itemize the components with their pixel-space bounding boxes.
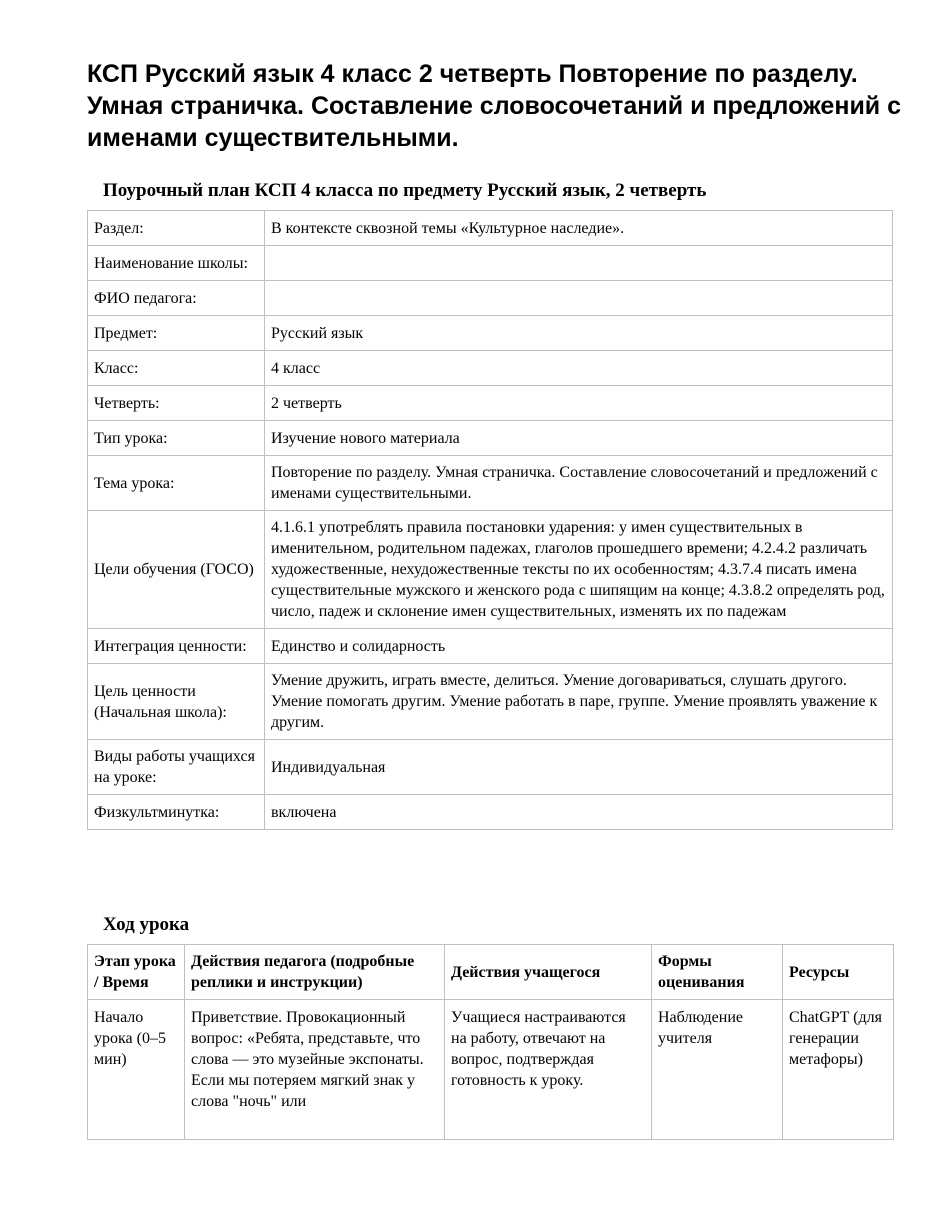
info-label: Виды работы учащихся на уроке: <box>88 740 265 795</box>
info-label: Физкультминутка: <box>88 795 265 830</box>
info-label: Наименование школы: <box>88 246 265 281</box>
flow-stage-cell: Начало урока (0–5 мин) <box>88 1000 185 1140</box>
info-value <box>265 281 893 316</box>
info-row <box>88 664 893 740</box>
info-row <box>88 211 893 246</box>
flow-header-resources: Ресурсы <box>783 945 894 1000</box>
info-value <box>265 246 893 281</box>
info-row <box>88 316 893 351</box>
info-label: ФИО педагога: <box>88 281 265 316</box>
lesson-flow-table-container <box>87 944 894 1162</box>
info-row <box>88 386 893 421</box>
info-label: Тип урока: <box>88 421 265 456</box>
lesson-flow-table <box>87 944 894 1140</box>
info-value: 4 класс <box>265 351 893 386</box>
info-label: Цель ценности (Начальная школа): <box>88 664 265 740</box>
info-value: 4.1.6.1 употреблять правила постановки ударения: у имен существительных в именительном, родительном падежах, глаголов прошедшего времени; 4.2.4.2 различать художественные, нехудожественные тексты по их особенностям; 4.3.7.4 писать имена существительные мужского и женского рода с шипящим на конце; 4.3.8.2 определять род, число, падеж и склонение имен существительных, изменять их по падежам <box>265 511 893 629</box>
info-value: Единство и солидарность <box>265 629 893 664</box>
flow-teacher-cell: Приветствие. Провокационный вопрос: «Ребята, представьте, что слова — это музейные экспонаты. Если мы потеряем мягкий знак у слова "ночь" или <box>185 1000 445 1140</box>
info-value: В контексте сквозной темы «Культурное наследие». <box>265 211 893 246</box>
info-row <box>88 421 893 456</box>
info-label: Класс: <box>88 351 265 386</box>
flow-header-student: Действия учащегося <box>445 945 652 1000</box>
document-title: КСП Русский язык 4 класс 2 четверть Повторение по разделу. Умная страничка. Составление словосочетаний и предложений с именами существительными. <box>87 60 902 152</box>
lesson-info-table <box>87 210 893 830</box>
flow-student-cell: Учащиеся настраиваются на работу, отвечают на вопрос, подтверждая готовность к уроку. <box>445 1000 652 1140</box>
info-row <box>88 246 893 281</box>
info-value: Умение дружить, играть вместе, делиться. Умение договариваться, слушать другого. Умение помогать другим. Умение работать в паре, группе. Умение проявлять уважение к другим. <box>265 664 893 740</box>
info-label: Тема урока: <box>88 456 265 511</box>
flow-row <box>88 1000 894 1140</box>
info-row <box>88 795 893 830</box>
info-value: 2 четверть <box>265 386 893 421</box>
flow-header-stage: Этап урока / Время <box>88 945 185 1000</box>
info-row <box>88 351 893 386</box>
info-value: Повторение по разделу. Умная страничка. Составление словосочетаний и предложений с именами существительными. <box>265 456 893 511</box>
flow-header-teacher: Действия педагога (подробные реплики и инструкции) <box>185 945 445 1000</box>
info-row <box>88 456 893 511</box>
info-row <box>88 511 893 629</box>
info-label: Интеграция ценности: <box>88 629 265 664</box>
info-row <box>88 740 893 795</box>
flow-assessment-cell: Наблюдение учителя <box>652 1000 783 1140</box>
info-label: Раздел: <box>88 211 265 246</box>
info-value: Русский язык <box>265 316 893 351</box>
info-value: включена <box>265 795 893 830</box>
plan-heading: Поурочный план КСП 4 класса по предмету Русский язык, 2 четверть <box>103 180 707 201</box>
info-label: Цели обучения (ГОСО) <box>88 511 265 629</box>
info-row <box>88 281 893 316</box>
flow-header-assessment: Формы оценивания <box>652 945 783 1000</box>
flow-resources-cell: ChatGPT (для генерации метафоры) <box>783 1000 894 1140</box>
info-label: Предмет: <box>88 316 265 351</box>
lesson-flow-heading: Ход урока <box>103 914 190 935</box>
info-label: Четверть: <box>88 386 265 421</box>
flow-header-row <box>88 945 894 1000</box>
info-row <box>88 629 893 664</box>
info-value: Индивидуальная <box>265 740 893 795</box>
info-value: Изучение нового материала <box>265 421 893 456</box>
